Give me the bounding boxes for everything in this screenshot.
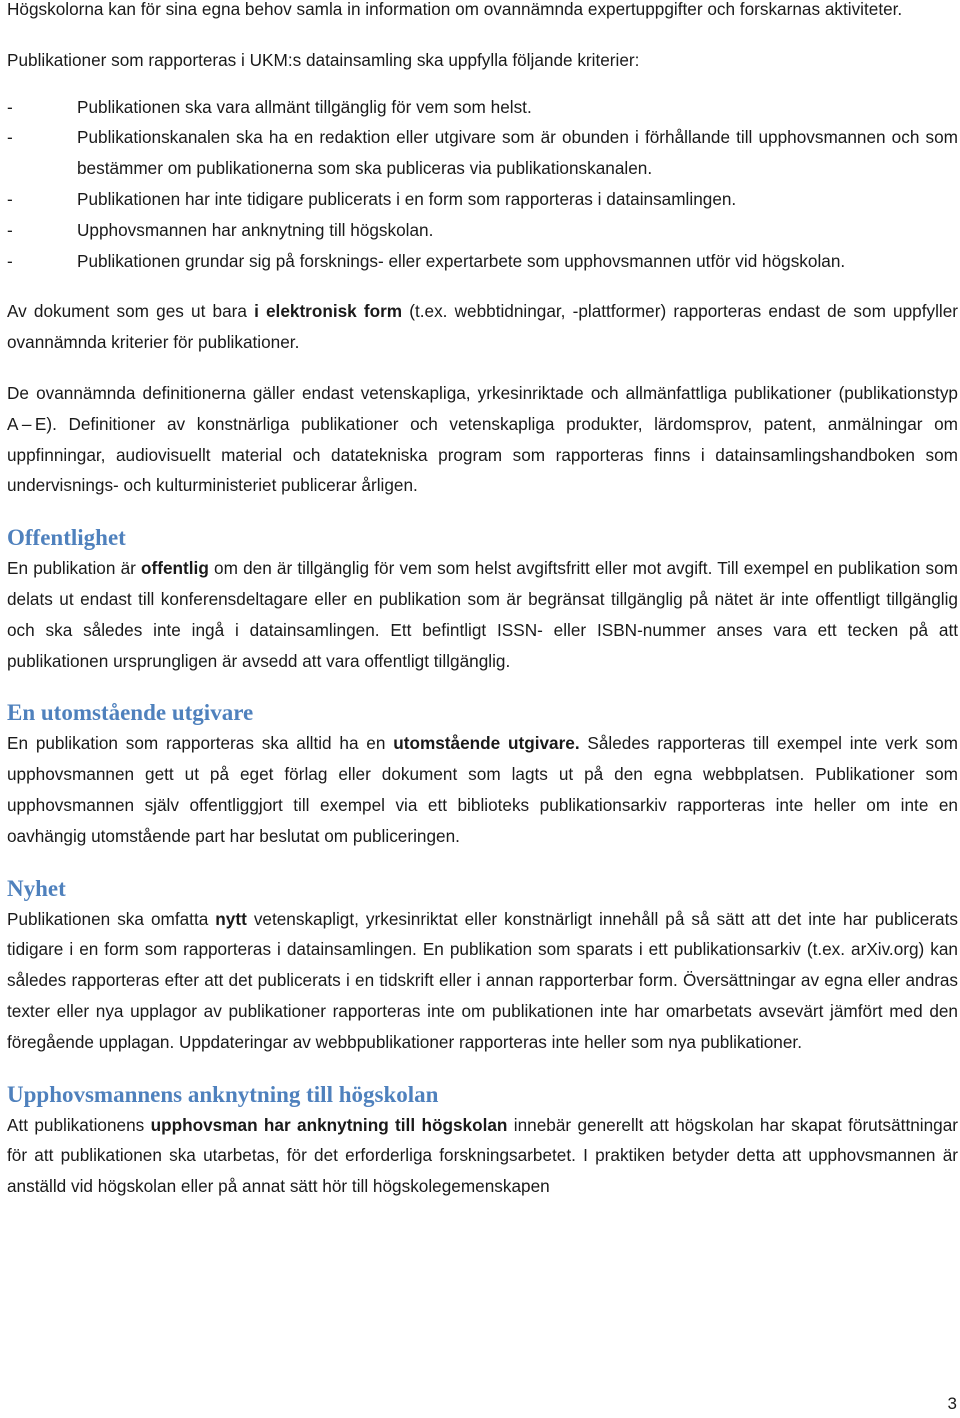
utgivare-text-bold: utomstående utgivare. [393,733,580,754]
electronic-text-post: (t.ex. webbtidningar, -plattformer) rapporteras endast de som uppfyller ovannämnda kriterier för publikationer. [7,301,958,353]
anknytning-text-bold: upphovsman har anknytning till högskolan [150,1114,508,1135]
electronic-text-pre: Av dokument som ges ut bara [7,301,255,322]
criteria-item [7,215,958,246]
criteria-item [7,122,958,184]
offentlighet-text-post: om den är tillgänglig för vem som helst avgiftsfritt eller mot avgift. Till exempel en publikation som delats ut endast till konferensdeltagare eller en publikation som är begränsat tillgänglig på nätet är inte offentligt tillgänglig och ska således inte ingå i datainsamlingen. Ett befintligt ISSN- eller ISBN-nummer anses vara ett tecken på att publikationen ursprungligen är avsedd att vara offentligt tillgänglig. [7,558,959,671]
electronic-text-bold: i elektronisk form [254,301,403,322]
anknytning-paragraph [7,1110,958,1202]
offentlighet-paragraph [7,553,958,676]
utgivare-paragraph [7,728,958,851]
anknytning-text-pre: Att publikationens [7,1114,151,1135]
criteria-item-text: Publikationskanalen ska ha en redaktion eller utgivare som är obunden i förhållande till upphovsmannen och som bestämmer om publikationerna som ska publiceras via publikationskanalen. [77,127,958,179]
list-dash: - [7,188,13,209]
intro-paragraph: Högskolorna kan för sina egna behov samla in information om ovannämnda expertuppgifter och forskarnas aktiviteter. [7,0,903,19]
utgivare-text-post: Således rapporteras till exempel inte verk som upphovsmannen gett ut på eget förlag eller dokument som lagts ut på den egna webbplatsen. Publikationer som upphovsmannen själv offentliggjort till exempel via ett biblioteks publikationsarkiv rapporteras inte heller om inte en oavhängig utomstående part har beslutat om publiceringen. [7,733,958,846]
list-dash: - [7,127,13,148]
criteria-item-text: Publikationen har inte tidigare publicerats i en form som rapporteras i datainsamlingen. [77,188,737,209]
section-heading-offentlighet: Offentlighet [7,525,126,551]
criteria-intro: Publikationer som rapporteras i UKM:s datainsamling ska uppfylla följande kriterier: [7,49,640,70]
list-dash: - [7,219,13,240]
anknytning-text-post: innebär generellt att högskolan har skapat förutsättningar för att publikationen ska utarbetas, för det erforderliga forskningsarbetet. I praktiken betyder detta att upphovsmannen är anställd vid högskolan eller på annat sätt hör till högskolegemenskapen [7,1114,959,1197]
definitions-paragraph: De ovannämnda definitionerna gäller endast vetenskapliga, yrkesinriktade och allmänfattliga publikationer (publikationstyp A – E). Definitioner av konstnärliga publikationer och vetenskapliga produkter, lärdomsprov, patent, anmälningar om uppfinningar, audiovisuellt material och datatekniska program som rapporteras finns i datainsamlingshandboken som undervisnings- och kulturministeriet publicerar årligen. [7,382,958,496]
section-heading-anknytning: Upphovsmannens anknytning till högskolan [7,1081,439,1107]
offentlighet-text-bold: offentlig [141,558,209,579]
nyhet-text-post: vetenskapligt, yrkesinriktat eller konstnärligt innehåll på så sätt att det inte har publicerats tidigare i en form som rapporteras i datainsamlingen. En publikation som sparats i ett publikationsarkiv (t.ex. arXiv.org) kan således rapporteras efter att det publicerats i en tidskrift eller i annan rapporterbar form. Översättningar av egna eller andras texter eller nya upplagor av publikationer rapporteras inte om publikationen inte har omarbetats avsevärt jämfört med den föregående upplagan. Uppdateringar av webbpublikationer rapporteras inte heller som nya publikationer. [7,908,958,1052]
criteria-list [7,92,958,277]
criteria-item [7,184,958,215]
criteria-item-text: Publikationen grundar sig på forsknings- eller expertarbete som upphovsmannen utför vid högskolan. [77,250,846,271]
criteria-item [7,246,958,277]
section-heading-utgivare: En utomstående utgivare [7,700,254,726]
section-heading-nyhet: Nyhet [7,875,66,901]
list-dash: - [7,250,13,271]
page-number: 3 [947,1394,957,1413]
document-page [7,0,958,1202]
offentlighet-text-pre: En publikation är [7,558,142,579]
criteria-item [7,92,958,123]
utgivare-text-pre: En publikation som rapporteras ska alltid ha en [7,733,394,754]
nyhet-text-bold: nytt [215,908,247,929]
electronic-paragraph [7,296,958,358]
nyhet-paragraph [7,904,958,1058]
criteria-item-text: Publikationen ska vara allmänt tillgänglig för vem som helst. [77,96,532,117]
criteria-item-text: Upphovsmannen har anknytning till högskolan. [77,219,434,240]
list-dash: - [7,96,13,117]
nyhet-text-pre: Publikationen ska omfatta [7,908,216,929]
